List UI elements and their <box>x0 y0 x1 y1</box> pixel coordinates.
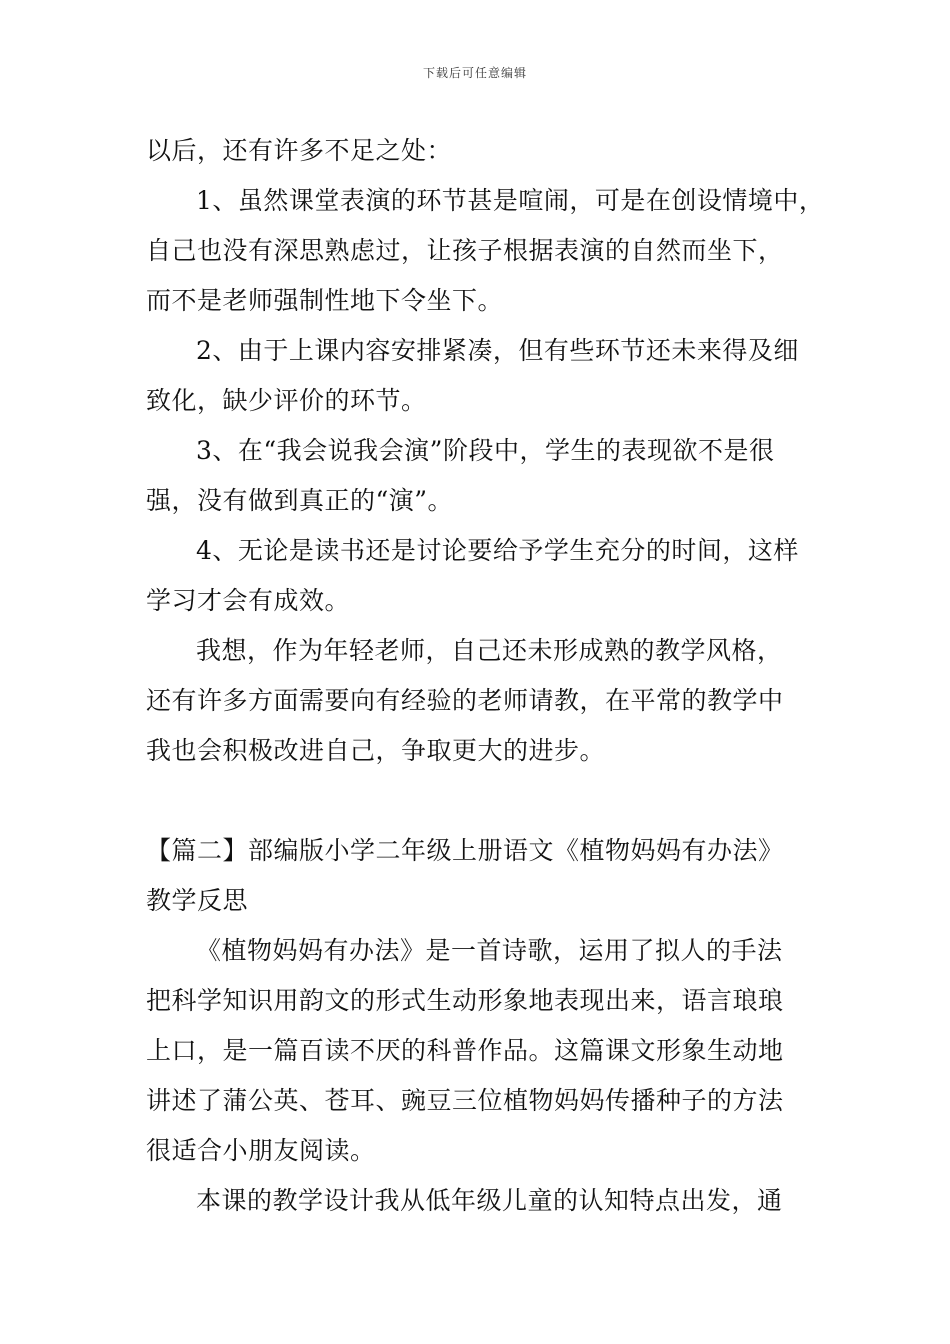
text-line: 【篇二】部编版小学二年级上册语文《植物妈妈有办法》 <box>146 836 784 865</box>
text-line: 而不是老师强制性地下令坐下。 <box>146 286 504 315</box>
text-line: 还有许多方面需要向有经验的老师请教，在平常的教学中 <box>146 686 784 715</box>
text-line: 很适合小朋友阅读。 <box>146 1136 376 1165</box>
text-line: 以后，还有许多不足之处： <box>146 136 453 165</box>
text-line: 4、无论是读书还是讨论要给予学生充分的时间，这样 <box>196 536 799 565</box>
page-header: 下载后可任意编辑 <box>422 66 527 80</box>
text-line: 强，没有做到真正的“演”。 <box>146 486 454 515</box>
text-line: 教学反思 <box>146 886 249 915</box>
text-line: 《植物妈妈有办法》是一首诗歌，运用了拟人的手法 <box>196 936 783 965</box>
text-line: 1、虽然课堂表演的环节甚是喧闹，可是在创设情境中， <box>196 186 825 215</box>
text-line: 我也会积极改进自己，争取更大的进步。 <box>146 736 606 765</box>
text-line: 讲述了蒲公英、苍耳、豌豆三位植物妈妈传播种子的方法 <box>146 1086 784 1115</box>
document-body <box>146 126 825 1226</box>
text-line: 自己也没有深思熟虑过，让孩子根据表演的自然而坐下， <box>146 236 784 265</box>
text-line: 把科学知识用韵文的形式生动形象地表现出来，语言琅琅 <box>146 986 784 1015</box>
text-line: 致化，缺少评价的环节。 <box>146 386 427 415</box>
text-line: 上口，是一篇百读不厌的科普作品。这篇课文形象生动地 <box>146 1036 784 1065</box>
text-line: 我想，作为年轻老师，自己还未形成熟的教学风格， <box>196 636 783 665</box>
text-line: 3、在“我会说我会演”阶段中，学生的表现欲不是很 <box>196 436 775 465</box>
text-line: 学习才会有成效。 <box>146 586 351 615</box>
text-line: 本课的教学设计我从低年级儿童的认知特点出发，通 <box>196 1186 783 1215</box>
text-line: 2、由于上课内容安排紧凑，但有些环节还未来得及细 <box>196 336 799 365</box>
paragraph-gap <box>146 776 814 826</box>
